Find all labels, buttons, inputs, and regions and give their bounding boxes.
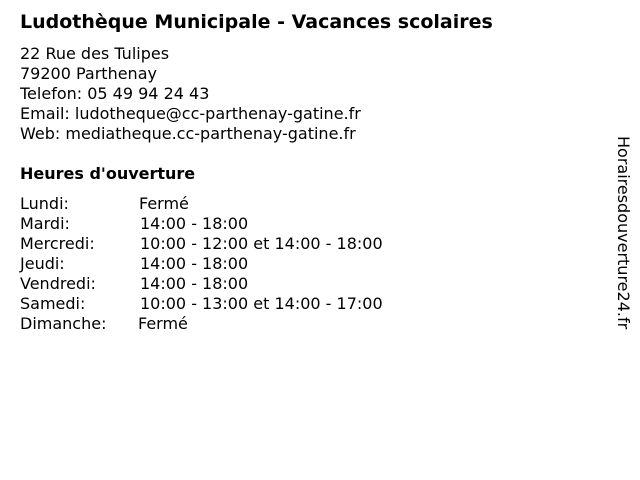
address-street: 22 Rue des Tulipes [20, 44, 170, 63]
hours-day: Samedi: [20, 294, 86, 313]
hours-day: Vendredi: [20, 274, 96, 293]
hours-time: Fermé [138, 314, 188, 333]
hours-day: Lundi: [20, 194, 69, 213]
address-web: Web: mediatheque.cc-parthenay-gatine.fr [20, 124, 356, 143]
site-watermark: Horairesdouverture24.fr [614, 136, 633, 330]
hours-day: Mercredi: [20, 234, 95, 253]
hours-day: Dimanche: [20, 314, 107, 333]
hours-time: Fermé [139, 194, 189, 213]
hours-day: Jeudi: [20, 254, 65, 273]
hours-time: 14:00 - 18:00 [140, 254, 249, 273]
address-email: Email: ludotheque@cc-parthenay-gatine.fr [20, 104, 361, 123]
hours-time: 14:00 - 18:00 [140, 274, 249, 293]
hours-day: Mardi: [20, 214, 70, 233]
hours-time: 14:00 - 18:00 [140, 214, 249, 233]
page-title: Ludothèque Municipale - Vacances scolaires [20, 11, 493, 33]
address-block [20, 44, 361, 144]
hours-time: 10:00 - 13:00 et 14:00 - 17:00 [140, 294, 383, 313]
hours-time: 10:00 - 12:00 et 14:00 - 18:00 [140, 234, 383, 253]
address-phone: Telefon: 05 49 94 24 43 [20, 84, 210, 103]
hours-title: Heures d'ouverture [20, 164, 196, 183]
address-city: 79200 Parthenay [20, 64, 157, 83]
